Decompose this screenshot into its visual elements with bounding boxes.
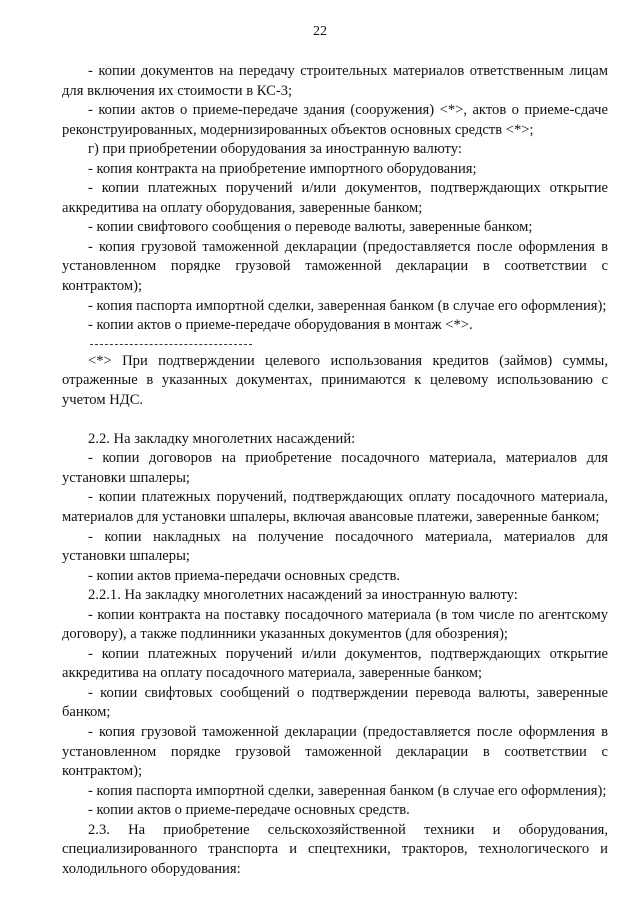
paragraph: - копии свифтовых сообщений о подтверждении перевода валюты, заверенные банком; xyxy=(62,684,608,721)
paragraph: - копии свифтового сообщения о переводе валюты, заверенные банком; xyxy=(88,219,533,236)
paragraph: - копии договоров на приобретение посадочного материала, материалов для установки шпалеры; xyxy=(62,450,608,486)
section-heading: 2.2. На закладку многолетних насаждений: xyxy=(88,430,356,447)
paragraph: - копии платежных поручений, подтверждающих оплату посадочного материала, материалов для установки шпалеры, включая авансовые платежи, заверенные банком; xyxy=(62,489,608,525)
paragraph: - копии актов о приеме-передаче здания (сооружения) <*>, актов о приеме-сдаче реконструированных, модернизированных объектов основных средств <*>; xyxy=(62,102,608,138)
paragraph: - копия паспорта импортной сделки, заверенная банком (в случае его оформления); xyxy=(88,782,607,799)
paragraph: - копия паспорта импортной сделки, заверенная банком (в случае его оформления); xyxy=(88,297,607,314)
paragraph: - копии платежных поручений и/или документов, подтверждающих открытие аккредитива на оплату оборудования, заверенные банком; xyxy=(62,180,608,216)
paragraph: - копия грузовой таможенной декларации (предоставляется после оформления в установленном порядке грузовой таможенной декларации в соответствии с контрактом); xyxy=(62,238,608,295)
page-number: 22 xyxy=(313,24,327,39)
footnote-separator xyxy=(90,344,252,345)
subsection-heading: 2.2.1. На закладку многолетних насаждений за иностранную валюту: xyxy=(88,587,518,604)
paragraph: - копии накладных на получение посадочного материала, материалов для установки шпалеры; xyxy=(62,528,608,565)
paragraph: - копия контракта на приобретение импортного оборудования; xyxy=(88,160,477,177)
paragraph: - копия грузовой таможенной декларации (предоставляется после оформления в установленном порядке грузовой таможенной декларации в соответствии с контрактом); xyxy=(62,724,608,780)
paragraph: - копии контракта на поставку посадочного материала (в том числе по агентскому договору), а также подлинники указанных документов (для обозрения); xyxy=(62,606,608,643)
document-body xyxy=(62,62,608,879)
footnote: <*> При подтверждении целевого использования кредитов (займов) суммы, отраженные в указанных документах, принимаются к целевому использованию с учетом НДС. xyxy=(62,352,608,408)
paragraph: г) при приобретении оборудования за иностранную валюту: xyxy=(88,141,462,158)
paragraph: - копии актов о приеме-передаче оборудования в монтаж <*>. xyxy=(88,317,473,334)
paragraph: - копии актов о приеме-передаче основных средств. xyxy=(88,802,410,819)
paragraph: - копии документов на передачу строительных материалов ответственным лицам для включения их стоимости в КС-3; xyxy=(62,63,608,99)
paragraph: - копии актов приема-передачи основных средств. xyxy=(88,567,401,584)
paragraph: - копии платежных поручений и/или документов, подтверждающих открытие аккредитива на оплату посадочного материала, заверенные банком; xyxy=(62,645,608,682)
section-heading: 2.3. На приобретение сельскохозяйственной техники и оборудования, специализированного транспорта и спецтехники, тракторов, технологического и холодильного оборудования: xyxy=(62,821,608,877)
